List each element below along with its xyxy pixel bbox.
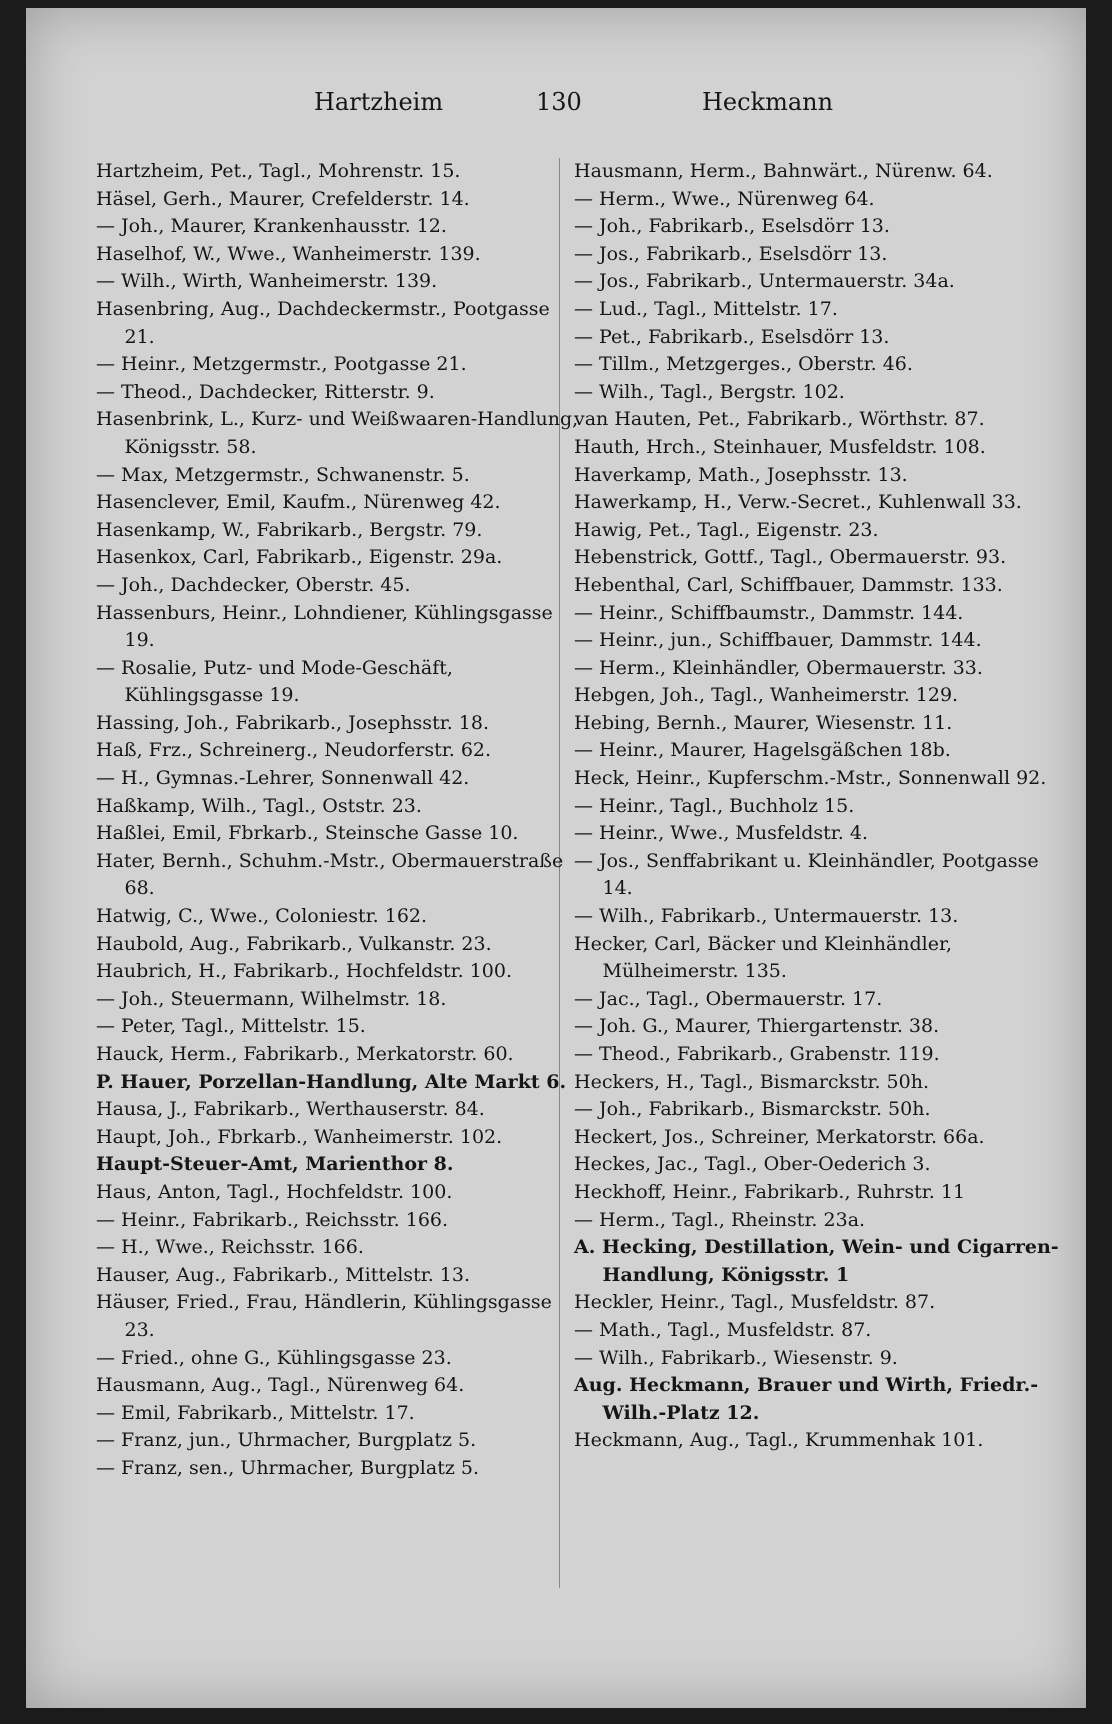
directory-entry: Hauth, Hrch., Steinhauer, Musfeldstr. 108. [574, 435, 986, 458]
directory-entry: Hassing, Joh., Fabrikarb., Josephsstr. 18. [96, 711, 489, 734]
directory-entry: — Joh. G., Maurer, Thiergartenstr. 38. [574, 1015, 940, 1038]
page-header [26, 88, 1086, 128]
directory-entry: Hasenkox, Carl, Fabrikarb., Eigenstr. 29a. [96, 546, 503, 569]
directory-entry: Hawig, Pet., Tagl., Eigenstr. 23. [574, 518, 879, 541]
directory-entry: Hasenclever, Emil, Kaufm., Nürenweg 42. [96, 491, 501, 514]
directory-entry: Hausmann, Aug., Tagl., Nürenweg 64. [96, 1374, 465, 1397]
directory-entry: Hebenthal, Carl, Schiffbauer, Dammstr. 133. [574, 573, 1003, 596]
directory-entry: — Emil, Fabrikarb., Mittelstr. 17. [96, 1401, 415, 1424]
directory-entry: Hausmann, Herm., Bahnwärt., Nürenw. 64. [574, 160, 993, 182]
directory-entry: Haßkamp, Wilh., Tagl., Oststr. 23. [96, 794, 422, 817]
directory-entry: Heckers, H., Tagl., Bismarckstr. 50h. [574, 1070, 929, 1093]
directory-entry: — Theod., Fabrikarb., Grabenstr. 119. [574, 1043, 940, 1065]
directory-entry: Hasenbring, Aug., Dachdeckermstr., Pootgasse 21. [96, 297, 550, 348]
directory-entry: Haubrich, H., Fabrikarb., Hochfeldstr. 100. [96, 960, 513, 983]
directory-entry: Häuser, Fried., Frau, Händlerin, Kühlingsgasse 23. [96, 1291, 552, 1341]
directory-entry: — Herm., Wwe., Nürenweg 64. [574, 187, 875, 210]
directory-entry: — Lud., Tagl., Mittelstr. 17. [574, 297, 838, 320]
directory-entry: Haupt, Joh., Fbrkarb., Wanheimerstr. 102. [96, 1125, 503, 1148]
directory-entry: — Heinr., Maurer, Hagelsgäßchen 18b. [574, 739, 951, 762]
directory-entry: — Herm., Kleinhändler, Obermauerstr. 33. [574, 656, 983, 679]
directory-entry: Haselhof, W., Wwe., Wanheimerstr. 139. [96, 242, 481, 265]
directory-entry: — Heinr., Metzgermstr., Pootgasse 21. [96, 353, 467, 376]
directory-entry: — Rosalie, Putz- und Mode-Geschäft, Kühlingsgasse 19. [96, 656, 453, 707]
header-last-name: Heckmann [702, 88, 834, 116]
directory-entry: — Wilh., Wirth, Wanheimerstr. 139. [96, 270, 438, 293]
directory-entry: Aug. Heckmann, Brauer und Wirth, Friedr.-Wilh.-Platz 12. [574, 1374, 1039, 1424]
directory-entry: — Fried., ohne G., Kühlingsgasse 23. [96, 1346, 452, 1369]
directory-entry: — Joh., Dachdecker, Oberstr. 45. [96, 573, 411, 596]
directory-entry: — Peter, Tagl., Mittelstr. 15. [96, 1015, 366, 1038]
directory-entry: Hebing, Bernh., Maurer, Wiesenstr. 11. [574, 711, 953, 734]
directory-entry: — Pet., Fabrikarb., Eselsdörr 13. [574, 325, 890, 348]
directory-entry: Heckler, Heinr., Tagl., Musfeldstr. 87. [574, 1291, 936, 1314]
directory-entry: Hatwig, C., Wwe., Coloniestr. 162. [96, 905, 428, 928]
directory-entry: Häsel, Gerh., Maurer, Crefelderstr. 14. [96, 187, 470, 210]
directory-entry: Heckert, Jos., Schreiner, Merkatorstr. 66a. [574, 1125, 985, 1148]
directory-entry: — Theod., Dachdecker, Ritterstr. 9. [96, 380, 435, 403]
directory-entry: Hartzheim, Pet., Tagl., Mohrenstr. 15. [96, 160, 461, 182]
directory-entry: — Heinr., Fabrikarb., Reichsstr. 166. [96, 1208, 449, 1231]
directory-entry: — Jos., Fabrikarb., Untermauerstr. 34a. [574, 270, 955, 293]
directory-entry: Hater, Bernh., Schuhm.-Mstr., Obermauerstraße 68. [96, 849, 564, 900]
directory-entry: — Joh., Fabrikarb., Eselsdörr 13. [574, 215, 890, 238]
directory-entry: Hebenstrick, Gottf., Tagl., Obermauerstr. 93. [574, 546, 1007, 569]
directory-entry: — Heinr., Tagl., Buchholz 15. [574, 794, 855, 817]
directory-entry: — Heinr., Wwe., Musfeldstr. 4. [574, 822, 868, 845]
directory-entry: Heckmann, Aug., Tagl., Krummenhak 101. [574, 1429, 984, 1452]
directory-page [26, 8, 1086, 1708]
directory-entry: A. Hecking, Destillation, Wein- und Cigarren-Handlung, Königsstr. 1 [574, 1236, 1059, 1286]
directory-entry: — Herm., Tagl., Rheinstr. 23a. [574, 1208, 866, 1231]
directory-entry: Haßlei, Emil, Fbrkarb., Steinsche Gasse 10. [96, 822, 519, 845]
directory-entry: — Joh., Fabrikarb., Bismarckstr. 50h. [574, 1098, 931, 1121]
directory-entry: Hebgen, Joh., Tagl., Wanheimerstr. 129. [574, 684, 959, 707]
directory-entry: — Joh., Steuermann, Wilhelmstr. 18. [96, 987, 447, 1010]
directory-entry: — Max, Metzgermstr., Schwanenstr. 5. [96, 463, 470, 486]
directory-entry: Hassenburs, Heinr., Lohndiener, Kühlingsgasse 19. [96, 601, 553, 652]
directory-entry: Haupt-Steuer-Amt, Marienthor 8. [96, 1153, 454, 1176]
directory-entry: — Wilh., Fabrikarb., Wiesenstr. 9. [574, 1346, 898, 1369]
directory-entry: Haus, Anton, Tagl., Hochfeldstr. 100. [96, 1180, 453, 1203]
directory-entry: — H., Gymnas.-Lehrer, Sonnenwall 42. [96, 767, 470, 790]
directory-entry: Haubold, Aug., Fabrikarb., Vulkanstr. 23. [96, 932, 492, 955]
directory-entry: Heck, Heinr., Kupferschm.-Mstr., Sonnenwall 92. [574, 767, 1047, 790]
directory-entry: — Joh., Maurer, Krankenhausstr. 12. [96, 215, 447, 238]
directory-entry: van Hauten, Pet., Fabrikarb., Wörthstr. 87. [574, 408, 985, 431]
directory-entry: P. Hauer, Porzellan-Handlung, Alte Markt 6. [96, 1070, 567, 1093]
directory-entry: — Franz, jun., Uhrmacher, Burgplatz 5. [96, 1429, 477, 1452]
directory-entry: Heckhoff, Heinr., Fabrikarb., Ruhrstr. 11 [574, 1180, 966, 1203]
directory-entry: Haß, Frz., Schreinerg., Neudorferstr. 62. [96, 739, 492, 762]
directory-entry: Heckes, Jac., Tagl., Ober-Oederich 3. [574, 1153, 931, 1176]
directory-entry: — Jac., Tagl., Obermauerstr. 17. [574, 987, 883, 1010]
directory-entry: — Wilh., Tagl., Bergstr. 102. [574, 380, 845, 403]
directory-entry: — Jos., Fabrikarb., Eselsdörr 13. [574, 242, 888, 265]
directory-entry: Hasenkamp, W., Fabrikarb., Bergstr. 79. [96, 518, 483, 541]
directory-entry: Hauser, Aug., Fabrikarb., Mittelstr. 13. [96, 1263, 470, 1286]
header-first-name: Hartzheim [314, 88, 444, 116]
directory-entry: Hausa, J., Fabrikarb., Werthauserstr. 84. [96, 1098, 485, 1121]
right-column [574, 158, 1074, 1455]
directory-entry: — Tillm., Metzgerges., Oberstr. 46. [574, 353, 913, 376]
directory-entry: Hauck, Herm., Fabrikarb., Merkatorstr. 60. [96, 1043, 514, 1065]
directory-entry: — Heinr., Schiffbaumstr., Dammstr. 144. [574, 601, 964, 624]
directory-entry: — Jos., Senffabrikant u. Kleinhändler, Pootgasse 14. [574, 849, 1039, 900]
directory-entry: Hecker, Carl, Bäcker und Kleinhändler, Mülheimerstr. 135. [574, 932, 953, 983]
directory-entry: — Franz, sen., Uhrmacher, Burgplatz 5. [96, 1456, 480, 1479]
directory-entry: — Heinr., jun., Schiffbauer, Dammstr. 144. [574, 629, 982, 652]
directory-entry: Hawerkamp, H., Verw.-Secret., Kuhlenwall 33. [574, 491, 1022, 514]
directory-entry: Haverkamp, Math., Josephsstr. 13. [574, 463, 908, 486]
directory-entry: Hasenbrink, L., Kurz- und Weißwaaren-Handlung, Königsstr. 58. [96, 408, 579, 458]
page-number: 130 [536, 88, 582, 116]
directory-entry: — Wilh., Fabrikarb., Untermauerstr. 13. [574, 905, 959, 928]
directory-entry: — H., Wwe., Reichsstr. 166. [96, 1236, 364, 1259]
directory-entry: — Math., Tagl., Musfeldstr. 87. [574, 1318, 872, 1341]
left-column [96, 158, 584, 1483]
